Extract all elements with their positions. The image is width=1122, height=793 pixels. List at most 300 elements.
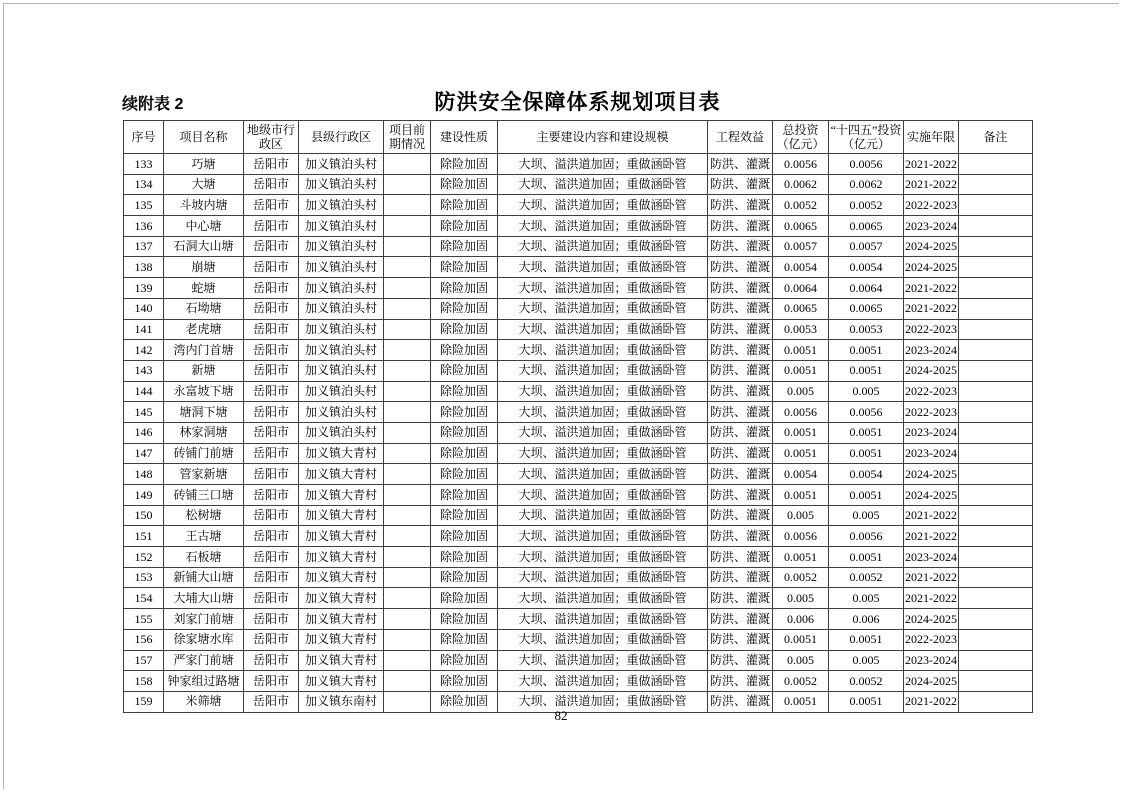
table-cell [959, 505, 1033, 526]
table-cell: 加义镇泊头村 [299, 195, 384, 216]
table-cell: 老虎塘 [164, 319, 244, 340]
table-cell: 岳阳市 [244, 360, 299, 381]
table-cell: 大坝、溢洪道加固；重做涵卧管 [498, 360, 708, 381]
table-row [124, 629, 1033, 650]
column-header: 工程效益 [708, 121, 773, 154]
table-cell: 除险加固 [431, 567, 498, 588]
table-cell: 0.0065 [773, 216, 829, 237]
table-cell [384, 195, 431, 216]
table-cell: 0.0053 [829, 319, 904, 340]
table-cell: 0.0051 [773, 422, 829, 443]
table-cell: 岳阳市 [244, 505, 299, 526]
table-cell: 大坝、溢洪道加固；重做涵卧管 [498, 340, 708, 361]
table-row [124, 154, 1033, 175]
table-cell: 0.0056 [773, 526, 829, 547]
table-cell: 0.0056 [773, 402, 829, 423]
table-cell: 加义镇东南村 [299, 691, 384, 712]
table-cell: 2024-2025 [904, 464, 959, 485]
table-row [124, 505, 1033, 526]
table-cell: 0.0052 [829, 671, 904, 692]
table-cell: 湾内门首塘 [164, 340, 244, 361]
table-row [124, 402, 1033, 423]
table-cell: 0.0052 [773, 195, 829, 216]
table-cell: 0.005 [773, 588, 829, 609]
table-cell: 大坝、溢洪道加固；重做涵卧管 [498, 174, 708, 195]
table-cell [384, 671, 431, 692]
table-cell: 2023-2024 [904, 340, 959, 361]
table-cell: 145 [124, 402, 164, 423]
table-cell [384, 567, 431, 588]
table-cell: 0.0051 [773, 691, 829, 712]
table-cell: 大坝、溢洪道加固；重做涵卧管 [498, 319, 708, 340]
table-cell: 143 [124, 360, 164, 381]
table-row [124, 650, 1033, 671]
table-cell: 144 [124, 381, 164, 402]
table-cell: 防洪、灌溉 [708, 588, 773, 609]
table-cell: 大坝、溢洪道加固；重做涵卧管 [498, 671, 708, 692]
table-cell: 防洪、灌溉 [708, 216, 773, 237]
table-cell: 岳阳市 [244, 236, 299, 257]
table-cell: 岳阳市 [244, 526, 299, 547]
table-cell: 除险加固 [431, 319, 498, 340]
table-cell: 防洪、灌溉 [708, 360, 773, 381]
table-row [124, 360, 1033, 381]
table-cell: 0.005 [773, 505, 829, 526]
table-cell: 139 [124, 278, 164, 299]
table-cell: 岳阳市 [244, 567, 299, 588]
table-row [124, 174, 1033, 195]
table-cell: 除险加固 [431, 216, 498, 237]
table-row [124, 609, 1033, 630]
table-cell: 0.0057 [773, 236, 829, 257]
table-cell: 米筛塘 [164, 691, 244, 712]
table-cell: 2022-2023 [904, 402, 959, 423]
column-header: 项目名称 [164, 121, 244, 154]
table-cell: 2024-2025 [904, 609, 959, 630]
table-cell: 0.0056 [829, 402, 904, 423]
table-cell: 防洪、灌溉 [708, 422, 773, 443]
table-cell: 王古塘 [164, 526, 244, 547]
table-cell: 防洪、灌溉 [708, 547, 773, 568]
table-cell: 138 [124, 257, 164, 278]
table-cell: 140 [124, 298, 164, 319]
table-cell: 2024-2025 [904, 360, 959, 381]
table-cell: 防洪、灌溉 [708, 236, 773, 257]
table-row [124, 278, 1033, 299]
table-cell: 防洪、灌溉 [708, 650, 773, 671]
table-cell: 防洪、灌溉 [708, 340, 773, 361]
table-cell: 塘洞下塘 [164, 402, 244, 423]
table-cell [959, 381, 1033, 402]
table-continuation-label: 续附表 2 [122, 96, 184, 113]
table-cell: 钟家组过路塘 [164, 671, 244, 692]
table-cell: 加义镇泊头村 [299, 422, 384, 443]
table-row [124, 319, 1033, 340]
table-cell [959, 567, 1033, 588]
table-row [124, 298, 1033, 319]
table-cell: 除险加固 [431, 257, 498, 278]
table-cell: 岳阳市 [244, 257, 299, 278]
table-row [124, 526, 1033, 547]
table-cell: 2023-2024 [904, 650, 959, 671]
table-cell: 岳阳市 [244, 609, 299, 630]
table-cell: 大坝、溢洪道加固；重做涵卧管 [498, 402, 708, 423]
table-cell: 加义镇大青村 [299, 567, 384, 588]
table-cell: 加义镇大青村 [299, 588, 384, 609]
table-cell: 大埔大山塘 [164, 588, 244, 609]
column-header: 主要建设内容和建设规模 [498, 121, 708, 154]
table-cell: 0.0051 [773, 485, 829, 506]
table-cell: 2024-2025 [904, 671, 959, 692]
table-cell: 岳阳市 [244, 629, 299, 650]
page-number: 82 [554, 708, 568, 723]
table-cell: 151 [124, 526, 164, 547]
table-cell: 除险加固 [431, 422, 498, 443]
table-cell [384, 319, 431, 340]
page-title: 防洪安全保障体系规划项目表 [434, 91, 721, 114]
table-cell: 2022-2023 [904, 629, 959, 650]
table-cell: 0.0054 [773, 464, 829, 485]
table-cell: 0.0051 [829, 360, 904, 381]
table-cell [959, 195, 1033, 216]
table-cell: 岳阳市 [244, 671, 299, 692]
table-cell: 0.0051 [829, 422, 904, 443]
table-cell: 154 [124, 588, 164, 609]
table-cell: 2024-2025 [904, 257, 959, 278]
page-edge-left [3, 3, 4, 789]
table-cell: 斗坡内塘 [164, 195, 244, 216]
table-cell: 除险加固 [431, 154, 498, 175]
table-cell: 2021-2022 [904, 298, 959, 319]
table-cell: 137 [124, 236, 164, 257]
table-cell: 徐家塘水库 [164, 629, 244, 650]
page-edge-top [3, 3, 1119, 4]
table-cell [959, 360, 1033, 381]
table-cell: 2024-2025 [904, 485, 959, 506]
table-cell: 134 [124, 174, 164, 195]
table-cell: 防洪、灌溉 [708, 609, 773, 630]
table-cell: 0.0065 [829, 298, 904, 319]
table-cell: 加义镇大青村 [299, 671, 384, 692]
table-cell: 除险加固 [431, 340, 498, 361]
table-cell: 防洪、灌溉 [708, 505, 773, 526]
table-cell [384, 340, 431, 361]
table-cell: 除险加固 [431, 236, 498, 257]
table-cell [959, 526, 1033, 547]
table-cell [959, 257, 1033, 278]
table-cell: 除险加固 [431, 588, 498, 609]
table-cell: 加义镇泊头村 [299, 319, 384, 340]
table-cell [384, 278, 431, 299]
table-cell: 2023-2024 [904, 443, 959, 464]
table-cell: 133 [124, 154, 164, 175]
table-row [124, 195, 1033, 216]
table-cell [959, 319, 1033, 340]
table-cell: 石洞大山塘 [164, 236, 244, 257]
column-header: 项目前期情况 [384, 121, 431, 154]
table-cell: 152 [124, 547, 164, 568]
table-cell [384, 257, 431, 278]
table-cell: 153 [124, 567, 164, 588]
column-header: 地级市行政区 [244, 121, 299, 154]
table-cell: 大坝、溢洪道加固；重做涵卧管 [498, 567, 708, 588]
table-cell: 中心塘 [164, 216, 244, 237]
table-cell [384, 464, 431, 485]
table-row [124, 257, 1033, 278]
table-cell: 大坝、溢洪道加固；重做涵卧管 [498, 691, 708, 712]
table-cell: 岳阳市 [244, 278, 299, 299]
header-row [124, 121, 1033, 154]
table-cell: 除险加固 [431, 278, 498, 299]
table-cell: 0.0051 [773, 360, 829, 381]
table-cell: 石板塘 [164, 547, 244, 568]
table-cell: 2021-2022 [904, 526, 959, 547]
table-cell: 大坝、溢洪道加固；重做涵卧管 [498, 298, 708, 319]
table-cell: 0.0051 [829, 691, 904, 712]
table-cell [959, 154, 1033, 175]
table-cell: 0.005 [773, 650, 829, 671]
table-cell: 0.0062 [773, 174, 829, 195]
table-cell: 2024-2025 [904, 236, 959, 257]
column-header: 备注 [959, 121, 1033, 154]
table-cell: 岳阳市 [244, 381, 299, 402]
table-cell [959, 278, 1033, 299]
table-cell [384, 588, 431, 609]
table-cell: 加义镇泊头村 [299, 216, 384, 237]
table-cell: 岳阳市 [244, 464, 299, 485]
table-cell [384, 547, 431, 568]
table-cell: 0.0051 [829, 340, 904, 361]
table-cell: 加义镇大青村 [299, 464, 384, 485]
table-cell: 岳阳市 [244, 547, 299, 568]
table-cell: 除险加固 [431, 485, 498, 506]
table-row [124, 588, 1033, 609]
table-cell: 0.0053 [773, 319, 829, 340]
table-cell: 加义镇大青村 [299, 650, 384, 671]
table-cell: 2023-2024 [904, 547, 959, 568]
table-cell: 防洪、灌溉 [708, 278, 773, 299]
table-cell: 岳阳市 [244, 691, 299, 712]
table-cell: 除险加固 [431, 505, 498, 526]
table-cell: 0.0051 [773, 547, 829, 568]
table-row [124, 216, 1033, 237]
table-cell [384, 236, 431, 257]
table-cell: 蛇塘 [164, 278, 244, 299]
table-cell [959, 671, 1033, 692]
column-header: 总投资（亿元） [773, 121, 829, 154]
table-cell: 加义镇大青村 [299, 547, 384, 568]
table-cell: 岳阳市 [244, 422, 299, 443]
table-cell: 除险加固 [431, 443, 498, 464]
table-cell: 防洪、灌溉 [708, 464, 773, 485]
table-cell [959, 485, 1033, 506]
table-cell: 加义镇泊头村 [299, 257, 384, 278]
table-cell [959, 464, 1033, 485]
table-cell [384, 154, 431, 175]
table-cell: 0.0052 [773, 671, 829, 692]
table-cell: 加义镇大青村 [299, 505, 384, 526]
table-cell [959, 609, 1033, 630]
table-cell [959, 547, 1033, 568]
table-cell: 岳阳市 [244, 216, 299, 237]
table-cell: 除险加固 [431, 298, 498, 319]
table-cell: 加义镇泊头村 [299, 381, 384, 402]
table-cell [959, 340, 1033, 361]
table-cell: 0.0051 [773, 340, 829, 361]
table-cell: 防洪、灌溉 [708, 195, 773, 216]
table-cell: 147 [124, 443, 164, 464]
table-cell: 大坝、溢洪道加固；重做涵卧管 [498, 547, 708, 568]
table-cell: 0.0051 [829, 485, 904, 506]
table-cell: 除险加固 [431, 195, 498, 216]
table-cell: 159 [124, 691, 164, 712]
table-cell: 2022-2023 [904, 381, 959, 402]
table-cell: 0.0051 [829, 547, 904, 568]
table-cell: 大坝、溢洪道加固；重做涵卧管 [498, 278, 708, 299]
table-row [124, 485, 1033, 506]
table-cell [384, 505, 431, 526]
table-cell: 岳阳市 [244, 588, 299, 609]
table-cell: 防洪、灌溉 [708, 257, 773, 278]
table-cell [384, 422, 431, 443]
table-cell: 0.0051 [829, 443, 904, 464]
table-cell: 严家门前塘 [164, 650, 244, 671]
table-cell: 0.0057 [829, 236, 904, 257]
table-cell [384, 526, 431, 547]
table-cell: 除险加固 [431, 174, 498, 195]
table-cell: 大坝、溢洪道加固；重做涵卧管 [498, 257, 708, 278]
table-cell: 岳阳市 [244, 402, 299, 423]
table-cell: 0.0062 [829, 174, 904, 195]
table-cell: 永富坡下塘 [164, 381, 244, 402]
table-cell: 0.0051 [773, 629, 829, 650]
table-cell: 142 [124, 340, 164, 361]
table-cell: 岳阳市 [244, 485, 299, 506]
table-cell: 岳阳市 [244, 319, 299, 340]
column-header: 县级行政区 [299, 121, 384, 154]
table-cell: 大坝、溢洪道加固；重做涵卧管 [498, 505, 708, 526]
table-cell: 大坝、溢洪道加固；重做涵卧管 [498, 236, 708, 257]
table-cell [384, 609, 431, 630]
table-cell: 158 [124, 671, 164, 692]
table-cell: 大坝、溢洪道加固；重做涵卧管 [498, 195, 708, 216]
table-cell: 新塘 [164, 360, 244, 381]
table-cell: 2022-2023 [904, 319, 959, 340]
table-cell: 防洪、灌溉 [708, 526, 773, 547]
table-cell: 加义镇泊头村 [299, 340, 384, 361]
table-cell: 除险加固 [431, 691, 498, 712]
table-cell: 砖铺门前塘 [164, 443, 244, 464]
table-cell: 除险加固 [431, 381, 498, 402]
table-cell: 大坝、溢洪道加固；重做涵卧管 [498, 588, 708, 609]
table-cell: 0.0056 [773, 154, 829, 175]
table-cell [959, 216, 1033, 237]
table-cell: 防洪、灌溉 [708, 443, 773, 464]
table-cell: 防洪、灌溉 [708, 174, 773, 195]
table-cell [959, 298, 1033, 319]
table-cell: 防洪、灌溉 [708, 691, 773, 712]
table-cell: 2021-2022 [904, 567, 959, 588]
table-cell: 岳阳市 [244, 443, 299, 464]
table-cell: 0.0065 [829, 216, 904, 237]
table-cell: 0.005 [829, 505, 904, 526]
table-cell: 管家新塘 [164, 464, 244, 485]
table-cell: 岳阳市 [244, 154, 299, 175]
table-cell: 大坝、溢洪道加固；重做涵卧管 [498, 485, 708, 506]
table-cell: 大坝、溢洪道加固；重做涵卧管 [498, 629, 708, 650]
table-cell: 岳阳市 [244, 650, 299, 671]
table-cell: 岳阳市 [244, 195, 299, 216]
table-cell [959, 443, 1033, 464]
table-cell: 0.0051 [773, 443, 829, 464]
table-cell: 除险加固 [431, 360, 498, 381]
table-cell: 加义镇泊头村 [299, 360, 384, 381]
table-cell: 0.0052 [829, 195, 904, 216]
table-cell: 大坝、溢洪道加固；重做涵卧管 [498, 154, 708, 175]
table-cell: 大坝、溢洪道加固；重做涵卧管 [498, 422, 708, 443]
table-row [124, 547, 1033, 568]
column-header: 实施年限 [904, 121, 959, 154]
table-cell: 松树塘 [164, 505, 244, 526]
table-row [124, 381, 1033, 402]
table-cell: 146 [124, 422, 164, 443]
table-cell: 2021-2022 [904, 691, 959, 712]
table-cell: 2021-2022 [904, 154, 959, 175]
column-header: 序号 [124, 121, 164, 154]
table-cell [384, 360, 431, 381]
table-cell: 136 [124, 216, 164, 237]
table-cell [959, 402, 1033, 423]
table-cell [384, 174, 431, 195]
table-cell: 防洪、灌溉 [708, 567, 773, 588]
table-cell [384, 298, 431, 319]
table-cell: 加义镇大青村 [299, 609, 384, 630]
table-cell: 加义镇大青村 [299, 443, 384, 464]
table-cell: 2021-2022 [904, 174, 959, 195]
table-cell: 大坝、溢洪道加固；重做涵卧管 [498, 526, 708, 547]
table-cell: 大坝、溢洪道加固；重做涵卧管 [498, 216, 708, 237]
table-cell: 大塘 [164, 174, 244, 195]
table-cell: 新铺大山塘 [164, 567, 244, 588]
table-cell: 0.006 [829, 609, 904, 630]
table-cell: 2021-2022 [904, 588, 959, 609]
table-cell: 加义镇大青村 [299, 485, 384, 506]
table-cell [959, 422, 1033, 443]
table-cell: 除险加固 [431, 671, 498, 692]
table-cell: 0.0054 [829, 464, 904, 485]
table-cell: 149 [124, 485, 164, 506]
table-cell: 除险加固 [431, 464, 498, 485]
table-cell: 157 [124, 650, 164, 671]
table-cell: 加义镇大青村 [299, 629, 384, 650]
table-cell: 除险加固 [431, 609, 498, 630]
table-cell: 巧塘 [164, 154, 244, 175]
table-cell: 141 [124, 319, 164, 340]
table-cell [384, 650, 431, 671]
table-cell: 加义镇泊头村 [299, 402, 384, 423]
table-cell: 0.005 [773, 381, 829, 402]
table-cell: 0.0054 [773, 257, 829, 278]
table-cell: 0.0052 [773, 567, 829, 588]
table-cell: 防洪、灌溉 [708, 381, 773, 402]
column-header: “十四五”投资（亿元） [829, 121, 904, 154]
table-cell: 加义镇泊头村 [299, 174, 384, 195]
table-cell: 0.0051 [829, 629, 904, 650]
table-cell [959, 629, 1033, 650]
table-cell: 林家洞塘 [164, 422, 244, 443]
table-cell [384, 629, 431, 650]
table-cell: 岳阳市 [244, 298, 299, 319]
